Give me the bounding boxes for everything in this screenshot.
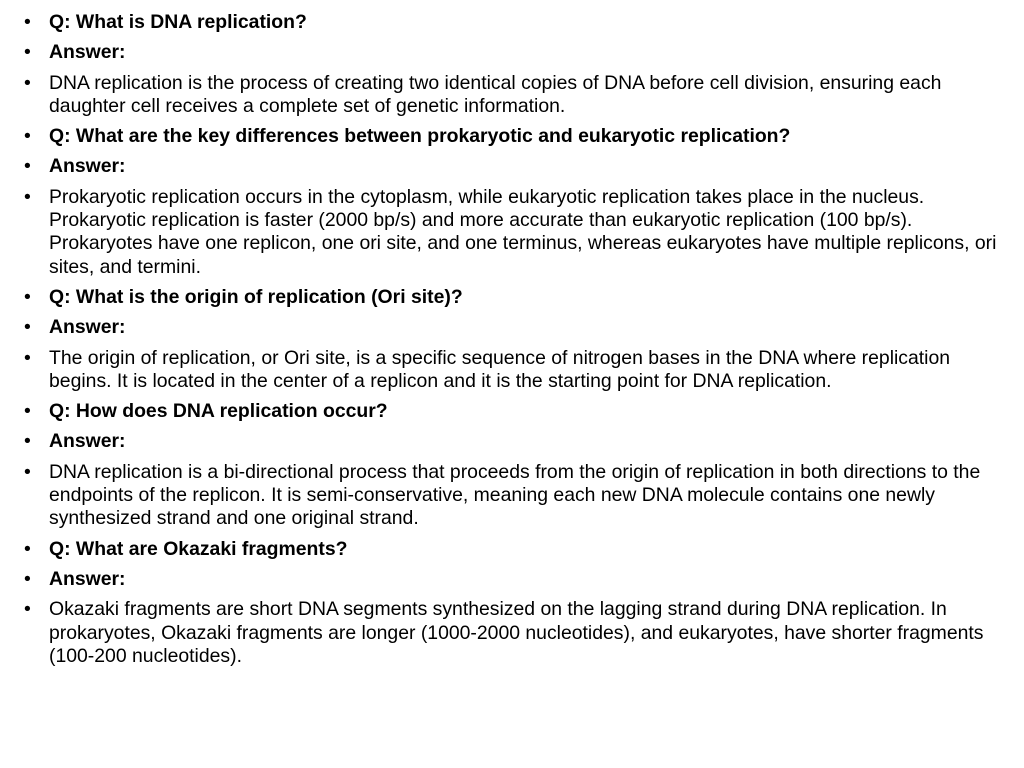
answer-item xyxy=(24,598,1000,668)
answer-label: Answer: xyxy=(49,316,126,339)
answer-text: DNA replication is a bi-directional process that proceeds from the origin of replication in both directions to the endpoints of the replicon. It is semi-conservative, meaning each new DNA molecule contains one newly synthesized strand and one original strand. xyxy=(49,460,981,530)
answer-label: Answer: xyxy=(49,41,126,64)
answer-text: Okazaki fragments are short DNA segments synthesized on the lagging strand during DNA replication. In prokaryotes, Okazaki fragments are longer (1000-2000 nucleotides), and eukaryotes, have shorter fragments (100-200 nucleotides). xyxy=(49,598,984,667)
bullet-marker: • xyxy=(24,125,31,148)
answer-label: Answer: xyxy=(49,155,126,178)
answer-text: Prokaryotic replication occurs in the cytoplasm, while eukaryotic replication takes place in the nucleus. Prokaryotic replication is faster (2000 bp/s) and more accurate than eukaryotic replication (100 bp/s). Prokaryotes have one replicon, one ori site, and one terminus, whereas eukaryotes have multiple replicons, ori sites, and termini. xyxy=(49,185,997,278)
answer-item xyxy=(24,347,1000,394)
answer-item xyxy=(24,186,1000,279)
bullet-marker: • xyxy=(24,400,31,423)
answer-label-item xyxy=(24,430,1000,453)
question-item xyxy=(24,125,1000,148)
answer-label: Answer: xyxy=(49,567,126,590)
bullet-marker: • xyxy=(24,346,31,369)
bullet-marker: • xyxy=(24,460,31,483)
question-item xyxy=(24,400,1000,423)
question-item xyxy=(24,286,1000,309)
answer-label-item xyxy=(24,155,1000,178)
answer-text: DNA replication is the process of creating two identical copies of DNA before cell division, ensuring each daughter cell receives a complete set of genetic information. xyxy=(49,71,942,117)
question-item xyxy=(24,11,1000,34)
answer-label: Answer: xyxy=(49,430,126,453)
question-text: Q: What is DNA replication? xyxy=(49,11,307,33)
answer-label-item xyxy=(24,316,1000,339)
qa-bullet-list xyxy=(24,11,1000,668)
answer-label-item xyxy=(24,568,1000,591)
bullet-marker: • xyxy=(24,430,31,453)
question-text: Q: What is the origin of replication (Ori site)? xyxy=(49,285,463,308)
question-text: Q: What are Okazaki fragments? xyxy=(49,537,348,560)
answer-label-item xyxy=(24,41,1000,64)
bullet-marker: • xyxy=(24,185,31,208)
bullet-marker: • xyxy=(24,11,31,33)
bullet-marker: • xyxy=(24,285,31,308)
question-text: Q: How does DNA replication occur? xyxy=(49,400,388,423)
answer-item xyxy=(24,72,1000,119)
question-text: Q: What are the key differences between prokaryotic and eukaryotic replication? xyxy=(49,125,791,148)
bullet-marker: • xyxy=(24,316,31,339)
answer-text: The origin of replication, or Ori site, is a specific sequence of nitrogen bases in the DNA where replication begins. It is located in the center of a replicon and it is the starting point for DNA replication. xyxy=(49,346,951,392)
answer-item xyxy=(24,461,1000,531)
bullet-marker: • xyxy=(24,598,31,621)
bullet-marker: • xyxy=(24,41,31,64)
question-item xyxy=(24,538,1000,561)
bullet-marker: • xyxy=(24,537,31,560)
bullet-marker: • xyxy=(24,155,31,178)
bullet-marker: • xyxy=(24,71,31,94)
bullet-marker: • xyxy=(24,567,31,590)
